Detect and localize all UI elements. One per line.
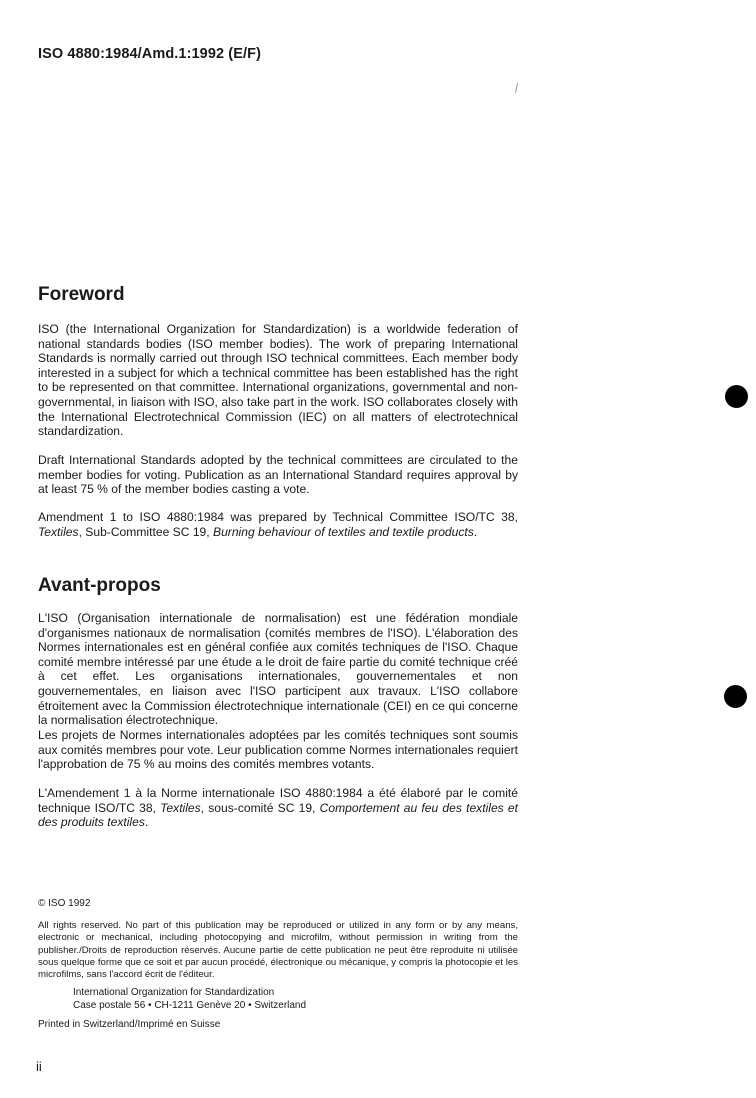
page-number: ii: [36, 1059, 42, 1074]
copyright-notice: © ISO 1992: [38, 898, 91, 909]
avant-propos-title: Avant-propos: [38, 575, 161, 596]
address-line: Case postale 56 • CH-1211 Genève 20 • Switzerland: [73, 1000, 307, 1011]
foreword-paragraph-3: Amendment 1 to ISO 4880:1984 was prepared by Technical Committee ISO/TC 38, Textiles, Sub-Committee SC 19, Burning behaviour of textiles and textile products.: [38, 510, 518, 539]
avant-propos-paragraph-1: L'ISO (Organisation internationale de normalisation) est une fédération mondiale d'organismes nationaux de normalisation (comités membres de l'ISO). L'élaboration des Normes internationales est en général confiée aux comités techniques de l'ISO. Chaque comité membre intéressé par une étude a le droit de faire partie du comité technique créé à cet effet. Les organisations internationales, gouvernementales et non gouvernementales, en liaison avec l'ISO participent aux travaux. L'ISO collabore étroitement avec la Commission électrotechnique internationale (CEI) en ce qui concerne la normalisation électrotechnique.: [38, 611, 518, 728]
avant-propos-paragraph-2: Les projets de Normes internationales adoptées par les comités techniques sont soumis aux comités membres pour vote. Leur publication comme Normes internationales requiert l'approbation de 75 % au moins des comités membres votants.: [38, 728, 518, 772]
punch-hole: [724, 685, 747, 708]
foreword-paragraph-1: ISO (the International Organization for Standardization) is a worldwide federation of national standards bodies (ISO member bodies). The work of preparing International Standards is normally carried out through ISO technical committees. Each member body interested in a subject for which a technical committee has been established has the right to be represented on that committee. International organizations, governmental and non-governmental, in liaison with ISO, also take part in the work. ISO collaborates closely with the International Electrotechnical Commission (IEC) on all matters of electrotechnical standardization.: [38, 322, 518, 439]
rights-statement: All rights reserved. No part of this publication may be reproduced or utilized in any form or by any means, electronic or mechanical, including photocopying and microfilm, without permission in writing from the publisher./Droits de reproduction réservés. Aucune partie de cette publication ne peut être reproduite ni utilisée sous quelque forme que ce soit et par aucun procédé, électronique ou mécanique, y compris la photocopie et les microfilms, sans l'accord écrit de l'éditeur.: [38, 920, 518, 981]
address-line: International Organization for Standardization: [73, 987, 275, 998]
punch-hole: [725, 385, 748, 408]
foreword-paragraph-2: Draft International Standards adopted by the technical committees are circulated to the member bodies for voting. Publication as an International Standard requires approval by at least 75 % of the member bodies casting a vote.: [38, 453, 518, 497]
printed-in: Printed in Switzerland/Imprimé en Suisse: [38, 1019, 221, 1030]
publisher-address: [73, 986, 306, 1012]
scan-mark: [515, 83, 518, 93]
document-id: ISO 4880:1984/Amd.1:1992 (E/F): [38, 46, 262, 62]
foreword-title: Foreword: [38, 284, 125, 305]
avant-propos-paragraph-3: L'Amendement 1 à la Norme internationale ISO 4880:1984 a été élaboré par le comité technique ISO/TC 38, Textiles, sous-comité SC 19, Comportement au feu des textiles et des produits textiles.: [38, 786, 519, 830]
